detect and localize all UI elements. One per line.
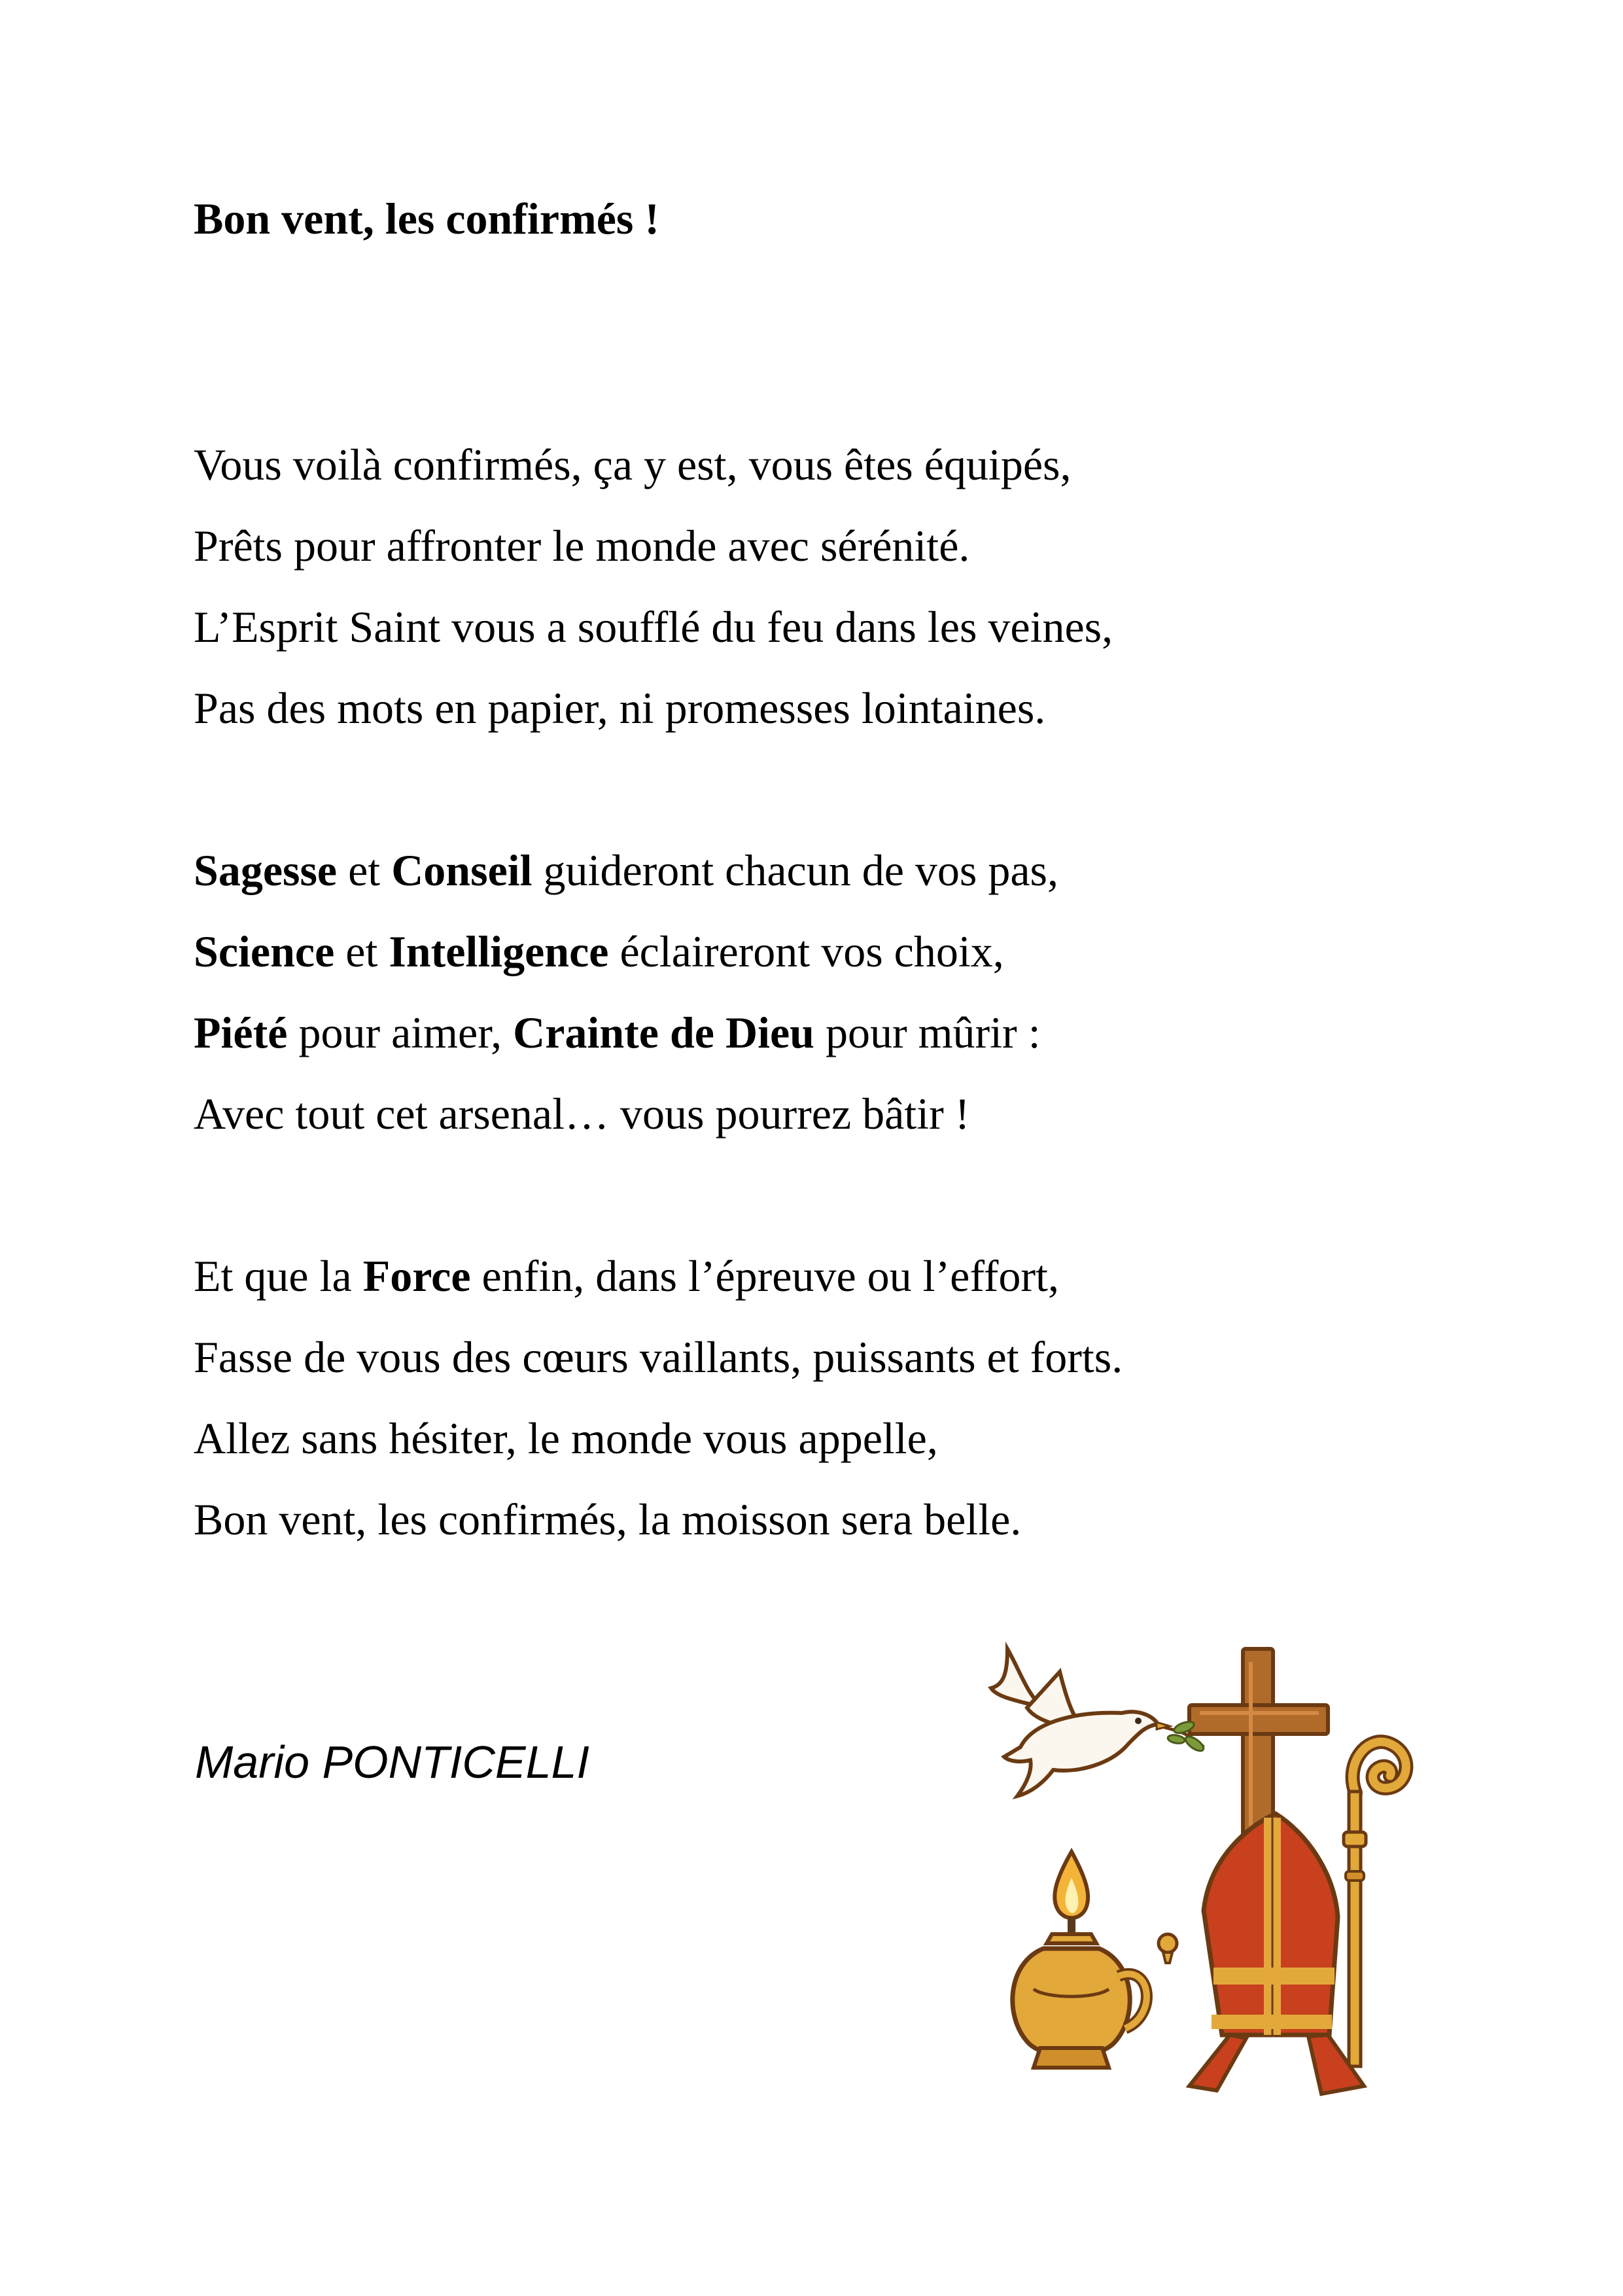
- poem-line: [194, 1316, 1338, 1398]
- oil-lamp-icon: [1013, 1852, 1177, 2068]
- stanza: [194, 424, 1338, 749]
- crozier-icon: [1344, 1742, 1406, 2066]
- poem-line: [194, 830, 1338, 911]
- line-text: éclaireront vos choix,: [608, 927, 1004, 976]
- line-text: L’Esprit Saint vous a soufflé du feu dans les veines,: [194, 602, 1113, 652]
- stanza: [194, 1235, 1338, 1560]
- stanza: [194, 830, 1338, 1154]
- line-text: Prêts pour affronter le monde avec sérénité.: [194, 521, 970, 571]
- line-text: Fasse de vous des cœurs vaillants, puissants et forts.: [194, 1332, 1123, 1382]
- gift-word: Piété: [194, 1008, 288, 1057]
- line-text: Allez sans hésiter, le monde vous appelle,: [194, 1413, 938, 1463]
- line-text: pour mûrir :: [814, 1008, 1041, 1057]
- line-text: Et que la: [194, 1251, 363, 1301]
- mitre-icon: [1189, 1814, 1364, 2094]
- gift-word: Intelligence: [389, 927, 609, 976]
- line-text: et: [337, 845, 392, 895]
- poem-line: [194, 992, 1338, 1073]
- line-text: et: [334, 927, 389, 976]
- gift-word: Force: [362, 1251, 471, 1301]
- line-text: guideront chacun de vos pas,: [532, 845, 1058, 895]
- dove-icon: [991, 1649, 1206, 1796]
- poem-title: Bon vent, les confirmés !: [194, 194, 660, 243]
- gift-word: Sagesse: [194, 845, 338, 895]
- line-text: Vous voilà confirmés, ça y est, vous êtes équipés,: [194, 440, 1072, 489]
- confirmation-illustration: [981, 1636, 1465, 2120]
- line-text: enfin, dans l’épreuve ou l’effort,: [470, 1251, 1059, 1301]
- author-signature: Mario PONTICELLI: [195, 1737, 589, 1788]
- poem-line: [194, 1235, 1338, 1316]
- gift-word: Crainte de Dieu: [513, 1008, 814, 1057]
- poem-line: [194, 667, 1338, 749]
- line-text: Bon vent, les confirmés, la moisson sera belle.: [194, 1494, 1022, 1544]
- gift-word: Science: [194, 927, 335, 976]
- poem-line: [194, 911, 1338, 992]
- poem-line: [194, 505, 1338, 586]
- gift-word: Conseil: [391, 845, 532, 895]
- poem-line: [194, 1073, 1338, 1154]
- poem-line: [194, 586, 1338, 667]
- poem-line: [194, 1398, 1338, 1479]
- poem-line: [194, 424, 1338, 505]
- line-text: Avec tout cet arsenal… vous pourrez bâtir !: [194, 1089, 970, 1139]
- poem-line: [194, 1479, 1338, 1560]
- line-text: Pas des mots en papier, ni promesses lointaines.: [194, 683, 1046, 733]
- line-text: pour aimer,: [287, 1008, 514, 1057]
